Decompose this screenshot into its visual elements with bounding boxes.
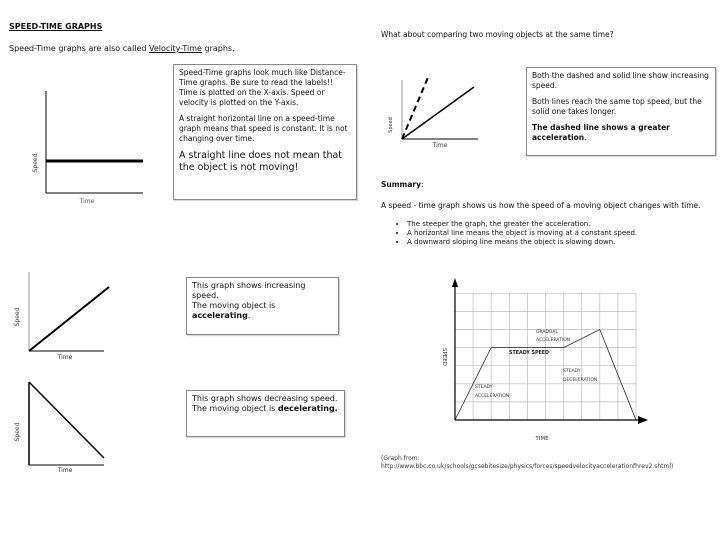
solid-line [402, 87, 474, 139]
box2-after: . [247, 311, 251, 320]
y-label: Speed [14, 307, 21, 327]
decelerating-line [29, 382, 104, 458]
x-label: Time [432, 142, 448, 149]
intro-text [9, 44, 235, 54]
x-label: Time [57, 354, 73, 361]
comparison-graph [380, 75, 490, 170]
summary-heading [381, 180, 424, 189]
box2-line1: This graph shows increasing speed. [192, 281, 306, 300]
source-line1: (Graph from: [381, 455, 420, 462]
bullet-item: • The steeper the graph, the greater the acceleration. [407, 220, 637, 229]
intro-before: Speed-Time graphs are also called [9, 44, 149, 53]
comparison-p2: Both lines reach the same top speed, but the solid one takes longer. [532, 97, 702, 116]
label-steady-acceleration-2: ACCELERATION [475, 394, 510, 399]
summary-colon: : [421, 180, 424, 189]
info-box-decelerating [186, 390, 345, 437]
label-steady-deceleration-1: STEADY [563, 369, 581, 374]
intro-after: graphs. [201, 44, 235, 53]
comparison-p1: Both the dashed and solid line show increasing speed. [532, 71, 709, 90]
label-gradual-acceleration-1: GRADUAL [536, 330, 558, 335]
y-label: SPEED [441, 348, 447, 366]
grid [455, 293, 636, 420]
box1-p3: A straight line does not mean that the object is not moving! [179, 150, 343, 173]
summary-label: Summary [381, 180, 422, 189]
page-title-text: SPEED-TIME GRAPHS [9, 22, 103, 31]
comparison-question: What about comparing two moving objects at the same time? [381, 30, 614, 39]
box3-line1: This graph shows decreasing speed. [192, 394, 338, 403]
box1-p1: Speed-Time graphs look much like Distance-Time graphs. Be sure to read the labels!! Time is plotted on the X-axis. Speed or velocity is plotted on the Y-axis. [179, 68, 346, 107]
constant-speed-graph [25, 85, 145, 210]
y-label: Speed [14, 422, 21, 442]
bullet-item: • A downward sloping line means the object is slowing down. [407, 238, 637, 247]
summary-text: A speed - time graph shows us how the speed of a moving object changes with time. [381, 201, 701, 210]
intro-velocity-time: Velocity-Time [148, 44, 202, 53]
y-label: Speed [32, 153, 39, 173]
x-label: Time [57, 467, 73, 472]
label-steady-acceleration-1: STEADY [475, 385, 493, 390]
y-axis-arrow [452, 278, 458, 287]
y-label: Speed [388, 117, 394, 133]
label-steady-deceleration-2: DECELERATION [563, 378, 598, 383]
info-box-accelerating [186, 277, 339, 335]
label-gradual-acceleration-2: ACCELERATION [536, 338, 571, 343]
comparison-p3-end: . [584, 133, 587, 142]
decelerating-graph [10, 372, 120, 472]
box2-before: The moving object is [192, 301, 276, 310]
box3-line2 [192, 404, 339, 414]
x-label: Time [79, 198, 95, 205]
label-steady-speed: STEADY SPEED [509, 351, 549, 356]
graph-source [381, 455, 673, 471]
bullet-item: • A horizontal line means the object is moving at a constant speed. [407, 229, 637, 238]
speed-time-journey-graph [425, 275, 665, 450]
accelerating-graph [10, 262, 120, 362]
summary-bullets [381, 220, 637, 247]
accelerating-line [29, 287, 109, 351]
comparison-p3-bold: The dashed line shows a greater acceleration [532, 123, 670, 142]
x-axis-arrow [638, 416, 648, 424]
box2-line2 [192, 301, 333, 321]
box1-p2: A straight horizontal line on a speed-time graph means that speed is constant. It is not changing over time. [179, 114, 348, 143]
page-title [9, 22, 102, 31]
box3-before: The moving object is [192, 404, 278, 413]
box3-bold: decelerating. [277, 404, 338, 413]
source-url: http://www.bbc.co.uk/schools/gcsebitesize/physics/forces/speedvelocityaccelerationfhrev2.shtml) [381, 463, 674, 470]
info-box-constant [173, 64, 357, 200]
x-label: TIME [535, 436, 549, 442]
info-box-comparison [526, 67, 716, 156]
box2-bold: accelerating [192, 311, 248, 320]
